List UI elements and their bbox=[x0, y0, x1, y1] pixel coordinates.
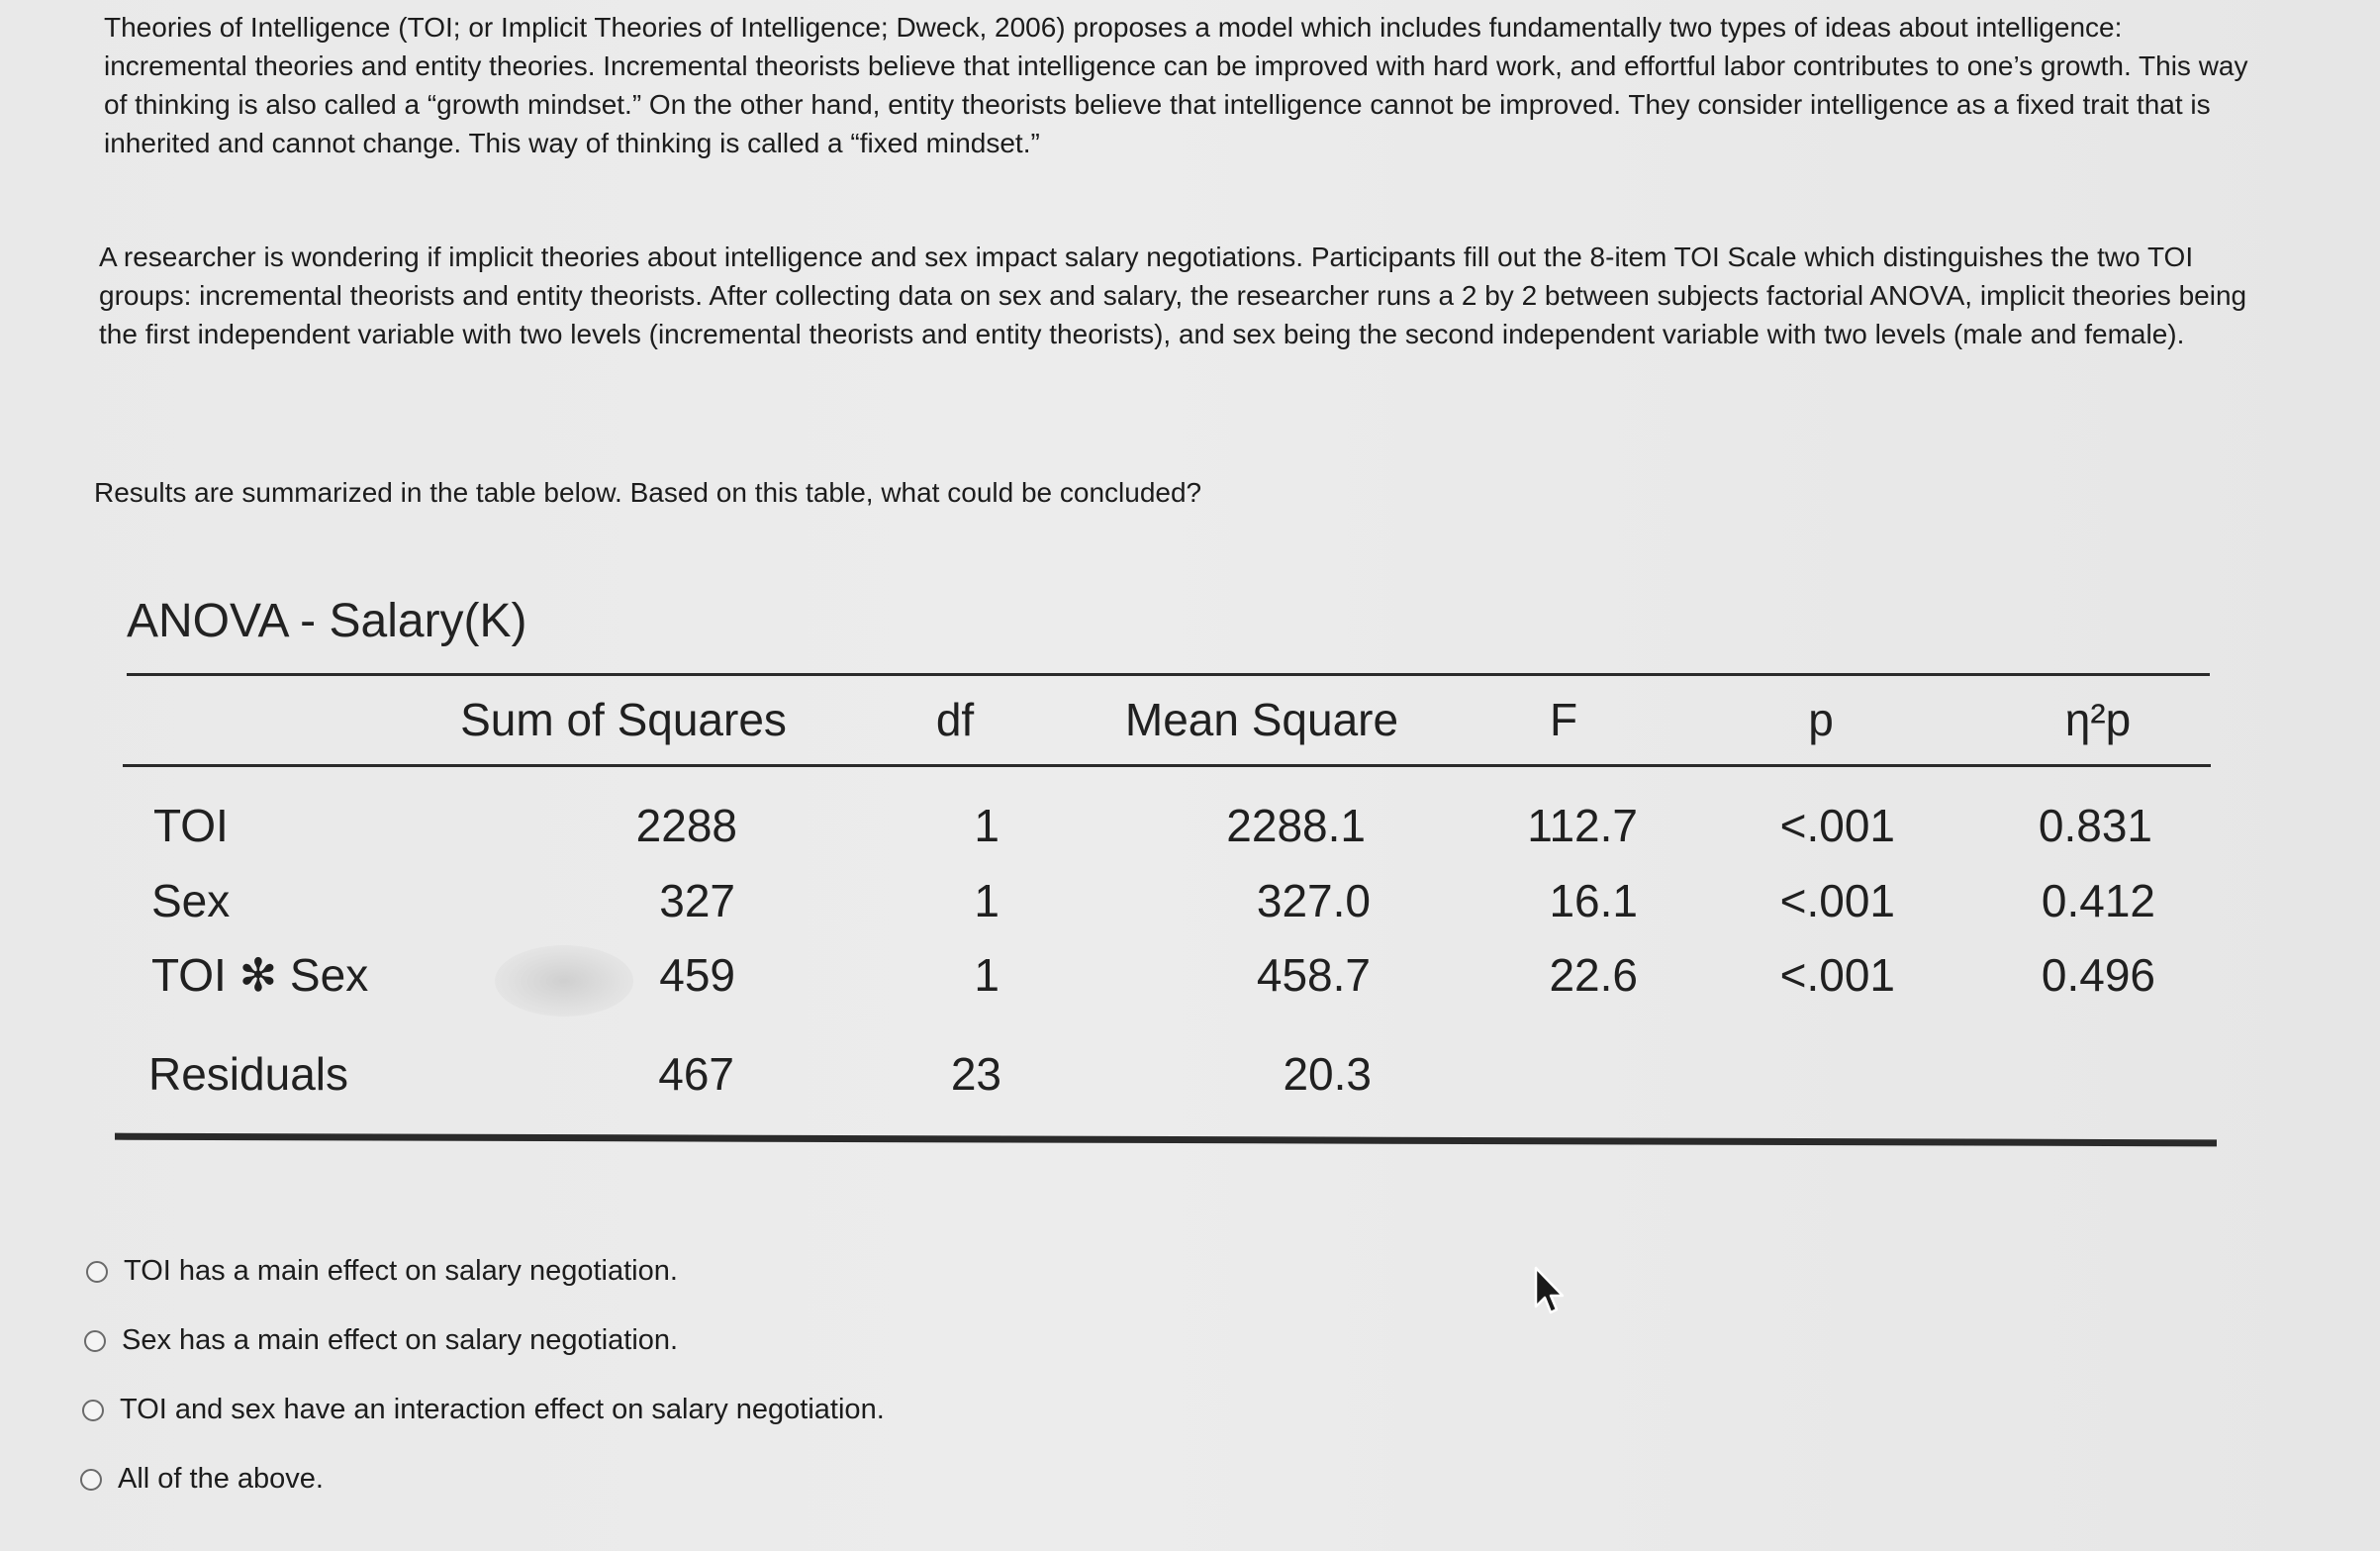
header-f: F bbox=[1549, 694, 1578, 745]
cell-df-residuals: 23 bbox=[950, 1048, 1001, 1100]
cell-ss-toi: 2288 bbox=[635, 800, 737, 851]
cell-df-sex: 1 bbox=[974, 875, 1000, 926]
cell-f-sex: 16.1 bbox=[1549, 875, 1638, 926]
table-top-rule bbox=[127, 673, 2210, 676]
cell-f-toi: 112.7 bbox=[1527, 800, 1638, 851]
header-sum-of-squares: Sum of Squares bbox=[460, 694, 787, 745]
row-term-sex: Sex bbox=[151, 875, 231, 926]
header-eta-squared-p: η²p bbox=[2064, 694, 2132, 745]
cell-eta-toi: 0.831 bbox=[2038, 800, 2152, 851]
anova-table-title: ANOVA - Salary(K) bbox=[127, 595, 527, 647]
option-all-of-the-above[interactable] bbox=[80, 1463, 324, 1496]
radio-button-icon[interactable] bbox=[82, 1400, 104, 1421]
option-label: TOI and sex have an interaction effect on salary negotiation. bbox=[120, 1394, 885, 1425]
option-interaction-effect[interactable] bbox=[82, 1394, 885, 1426]
cell-ms-residuals: 20.3 bbox=[1283, 1048, 1372, 1100]
option-label: All of the above. bbox=[118, 1463, 324, 1495]
radio-button-icon[interactable] bbox=[80, 1469, 102, 1491]
cell-eta-sex: 0.412 bbox=[2041, 875, 2155, 926]
mouse-pointer-icon bbox=[1532, 1265, 1566, 1316]
question-prompt: Results are summarized in the table below. Based on this table, what could be concluded? bbox=[94, 477, 1202, 508]
cell-p-toi: <.001 bbox=[1779, 800, 1895, 851]
row-term-residuals: Residuals bbox=[148, 1048, 348, 1100]
cell-p-sex: <.001 bbox=[1779, 875, 1895, 926]
header-df: df bbox=[935, 694, 975, 745]
option-sex-main-effect[interactable] bbox=[84, 1324, 678, 1357]
cell-f-interaction: 22.6 bbox=[1549, 949, 1638, 1001]
cell-ms-interaction: 458.7 bbox=[1256, 949, 1371, 1001]
option-label: Sex has a main effect on salary negotiation. bbox=[122, 1324, 679, 1356]
row-term-toi: TOI bbox=[153, 800, 229, 851]
cell-eta-interaction: 0.496 bbox=[2041, 949, 2155, 1001]
radio-button-icon[interactable] bbox=[84, 1330, 106, 1352]
table-header-rule bbox=[123, 764, 2211, 767]
cell-ss-interaction: 459 bbox=[659, 949, 735, 1001]
cell-ms-toi: 2288.1 bbox=[1226, 800, 1366, 851]
cell-df-toi: 1 bbox=[974, 800, 1000, 851]
intro-paragraph: Theories of Intelligence (TOI; or Implicit Theories of Intelligence; Dweck, 2006) proposes a model which includes fundamentally two types of ideas about intelligence: incremental theories and entity theories. Incremental theorists believe that intelligence can be improved with hard work, and effortful labor contributes to one’s growth. This way of thinking is also called a “growth mindset.” On the other hand, entity theorists believe that intelligence cannot be improved. They consider intelligence as a fixed trait that is inherited and cannot change. This way of thinking is called a “fixed mindset.” bbox=[104, 12, 2248, 158]
cell-ss-sex: 327 bbox=[659, 875, 735, 926]
cell-ms-sex: 327.0 bbox=[1256, 875, 1371, 926]
option-label: TOI has a main effect on salary negotiation. bbox=[124, 1255, 678, 1287]
option-toi-main-effect[interactable] bbox=[86, 1255, 678, 1288]
header-p: p bbox=[1808, 694, 1834, 745]
study-description-paragraph: A researcher is wondering if implicit theories about intelligence and sex impact salary negotiations. Participants fill out the 8-item TOI Scale which distinguishes the two TOI groups: incremental theorists and entity theorists. After collecting data on sex and salary, the researcher runs a 2 by 2 between subjects factorial ANOVA, implicit theories being the first independent variable with two levels (incremental theorists and entity theorists), and sex being the second independent variable with two levels (male and female). bbox=[99, 242, 2247, 349]
row-term-toi-sex-interaction: TOI ✻ Sex bbox=[151, 949, 369, 1001]
cell-p-interaction: <.001 bbox=[1779, 949, 1895, 1001]
cell-df-interaction: 1 bbox=[974, 949, 1000, 1001]
table-bottom-rule bbox=[115, 1133, 2217, 1147]
radio-button-icon[interactable] bbox=[86, 1261, 108, 1283]
header-mean-square: Mean Square bbox=[1124, 694, 1399, 745]
cell-ss-residuals: 467 bbox=[658, 1048, 734, 1100]
